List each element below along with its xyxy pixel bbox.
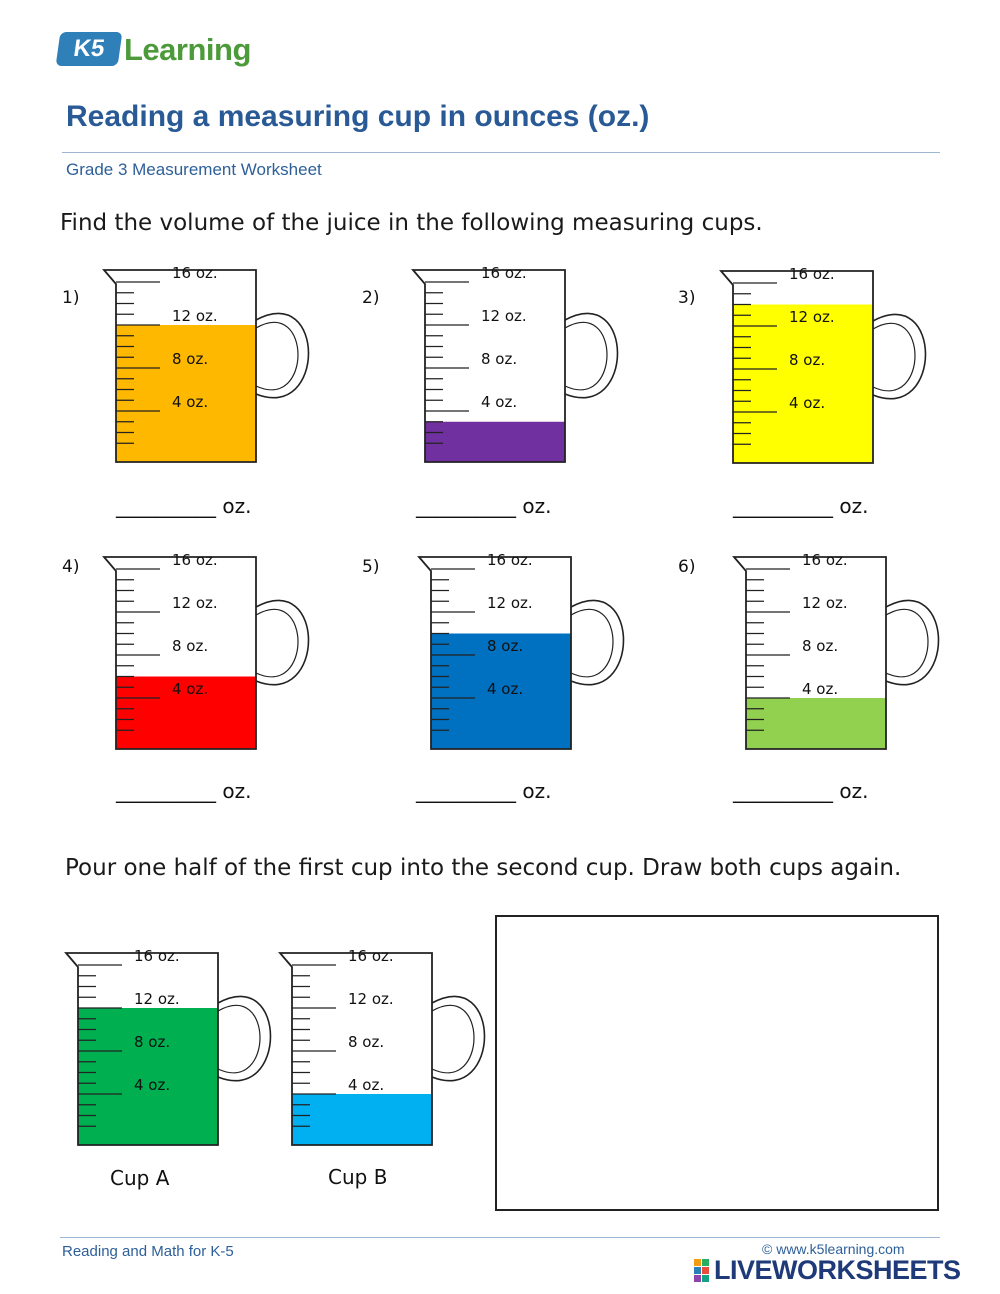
scale-label: 16 oz. bbox=[481, 264, 527, 282]
scale-label: 8 oz. bbox=[487, 637, 524, 655]
cup-handle bbox=[565, 313, 618, 397]
liquid-fill bbox=[425, 422, 565, 462]
cup-a-measuring-cup bbox=[62, 945, 282, 1155]
scale-label: 4 oz. bbox=[487, 680, 524, 698]
answer-blank[interactable]: __________ oz. bbox=[416, 779, 552, 803]
scale-label: 16 oz. bbox=[172, 551, 218, 569]
scale-label: 4 oz. bbox=[481, 393, 518, 411]
liquid-fill bbox=[733, 305, 873, 464]
scale-label: 16 oz. bbox=[789, 265, 835, 283]
scale-label: 8 oz. bbox=[172, 350, 209, 368]
liveworksheets-logo bbox=[694, 1255, 994, 1287]
scale-label: 12 oz. bbox=[172, 307, 218, 325]
cup-b-label: Cup B bbox=[328, 1165, 388, 1189]
cup-handle bbox=[218, 996, 271, 1080]
scale-label: 16 oz. bbox=[487, 551, 533, 569]
scale-label: 8 oz. bbox=[348, 1033, 385, 1051]
scale-label: 12 oz. bbox=[789, 308, 835, 326]
measuring-cup bbox=[717, 263, 937, 473]
pour-instruction: Pour one half of the first cup into the second cup. Draw both cups again. bbox=[65, 855, 902, 881]
cup-handle bbox=[256, 313, 309, 397]
scale-label: 12 oz. bbox=[348, 990, 394, 1008]
cup-handle bbox=[256, 600, 309, 684]
k5-logo-badge: K5 bbox=[56, 32, 123, 66]
scale-label: 4 oz. bbox=[348, 1076, 385, 1094]
measuring-cup bbox=[100, 262, 320, 472]
liveworksheets-wordmark: LIVEWORKSHEETS bbox=[714, 1255, 961, 1285]
page-title: Reading a measuring cup in ounces (oz.) bbox=[66, 100, 650, 133]
cup-handle-inner bbox=[256, 322, 298, 389]
answer-blank[interactable]: __________ oz. bbox=[733, 779, 869, 803]
scale-label: 4 oz. bbox=[802, 680, 839, 698]
cup-handle-inner bbox=[256, 609, 298, 676]
footer-divider bbox=[60, 1237, 940, 1238]
scale-label: 4 oz. bbox=[134, 1076, 171, 1094]
scale-label: 12 oz. bbox=[487, 594, 533, 612]
question-number: 1) bbox=[62, 288, 80, 308]
liquid-fill bbox=[746, 698, 886, 749]
answer-blank[interactable]: __________ oz. bbox=[116, 494, 252, 518]
question-number: 3) bbox=[678, 288, 696, 308]
title-divider bbox=[62, 152, 940, 153]
cup-handle-inner bbox=[432, 1005, 474, 1072]
cup-handle-inner bbox=[571, 609, 613, 676]
cup-handle-inner bbox=[218, 1005, 260, 1072]
scale-label: 8 oz. bbox=[134, 1033, 171, 1051]
measuring-cup bbox=[730, 549, 950, 759]
measuring-cup bbox=[409, 262, 629, 472]
scale-label: 8 oz. bbox=[789, 351, 826, 369]
cup-handle-inner bbox=[886, 609, 928, 676]
scale-label: 8 oz. bbox=[802, 637, 839, 655]
liveworksheets-blocks-icon bbox=[694, 1259, 710, 1283]
scale-label: 12 oz. bbox=[481, 307, 527, 325]
scale-label: 16 oz. bbox=[172, 264, 218, 282]
cup-b-measuring-cup bbox=[276, 945, 496, 1155]
instruction-text: Find the volume of the juice in the following measuring cups. bbox=[60, 210, 763, 236]
cup-handle-inner bbox=[873, 323, 915, 390]
page-subtitle: Grade 3 Measurement Worksheet bbox=[66, 160, 322, 179]
footer-tagline: Reading and Math for K-5 bbox=[62, 1243, 234, 1260]
liquid-fill bbox=[292, 1094, 432, 1145]
scale-label: 8 oz. bbox=[172, 637, 209, 655]
scale-label: 16 oz. bbox=[134, 947, 180, 965]
scale-label: 4 oz. bbox=[789, 394, 826, 412]
scale-label: 16 oz. bbox=[348, 947, 394, 965]
scale-label: 4 oz. bbox=[172, 393, 209, 411]
cup-handle bbox=[571, 600, 624, 684]
scale-label: 8 oz. bbox=[481, 350, 518, 368]
cup-handle bbox=[886, 600, 939, 684]
scale-label: 4 oz. bbox=[172, 680, 209, 698]
answer-blank[interactable]: __________ oz. bbox=[416, 494, 552, 518]
answer-blank[interactable]: __________ oz. bbox=[116, 779, 252, 803]
question-number: 5) bbox=[362, 557, 380, 577]
scale-label: 12 oz. bbox=[802, 594, 848, 612]
answer-blank[interactable]: __________ oz. bbox=[733, 494, 869, 518]
logo-wordmark: Learning bbox=[124, 32, 251, 67]
footer-copyright: © www.k5learning.com bbox=[762, 1241, 905, 1257]
question-number: 4) bbox=[62, 557, 80, 577]
cup-a-label: Cup A bbox=[110, 1166, 170, 1190]
scale-label: 16 oz. bbox=[802, 551, 848, 569]
cup-handle bbox=[432, 996, 485, 1080]
k5-learning-logo bbox=[58, 22, 258, 72]
measuring-cup bbox=[415, 549, 635, 759]
scale-label: 12 oz. bbox=[172, 594, 218, 612]
question-number: 2) bbox=[362, 288, 380, 308]
drawing-box[interactable] bbox=[495, 915, 939, 1211]
measuring-cup bbox=[100, 549, 320, 759]
cup-handle-inner bbox=[565, 322, 607, 389]
cup-handle bbox=[873, 314, 926, 398]
scale-label: 12 oz. bbox=[134, 990, 180, 1008]
question-number: 6) bbox=[678, 557, 696, 577]
